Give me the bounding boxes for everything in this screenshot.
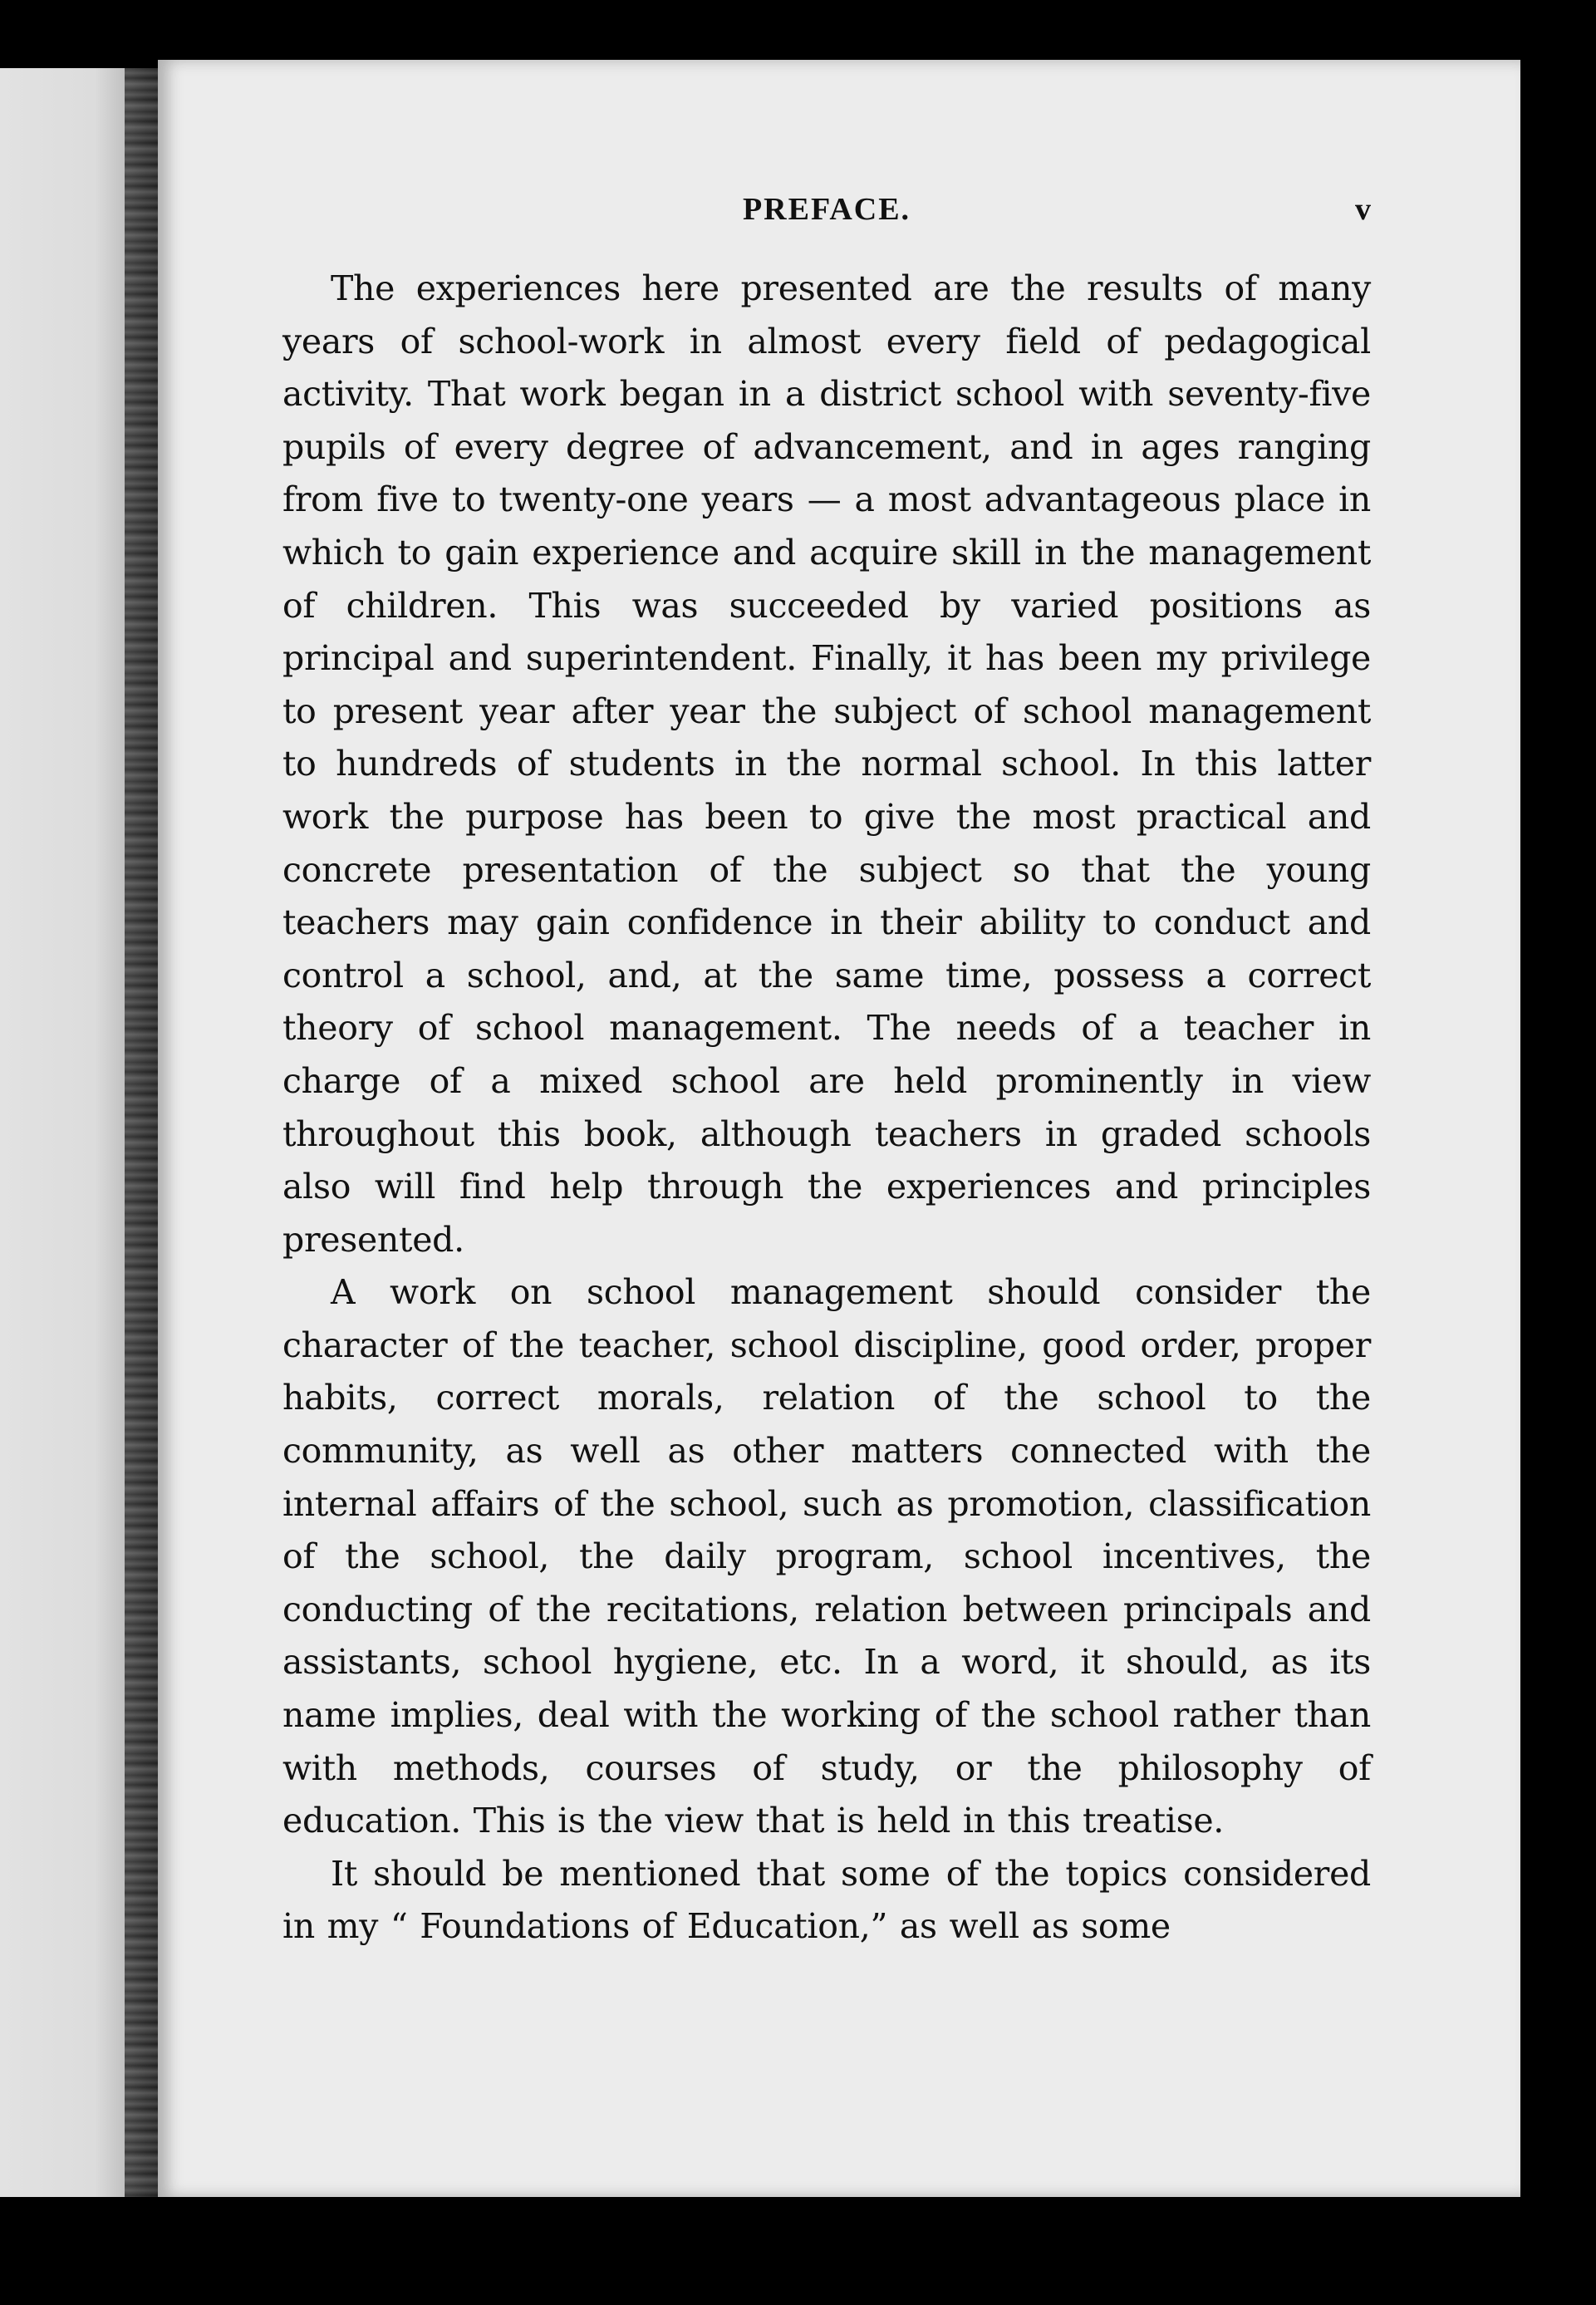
scan-border-right (1520, 60, 1596, 2197)
book-gutter (125, 68, 158, 2197)
paragraph-3: It should be mentioned that some of the topics considered in my “ Foundations of Education,” as well as some (282, 1853, 1371, 1947)
running-head (282, 191, 1371, 241)
body-text (282, 263, 1371, 1954)
book-page (158, 60, 1520, 2197)
page-number: v (1355, 192, 1371, 227)
running-title: PREFACE. (742, 192, 911, 227)
paragraph-2: A work on school management should consider the character of the teacher, school discipline, good order, proper habits, correct morals, relation of the school to the community, as well as other matters connected with the internal affairs of the school, such as promotion, classification of the school, the daily program, school incentives, the conducting of the recitations, relation between principals and assistants, school hygiene, etc. In a word, it should, as its name implies, deal with the working of the school rather than with methods, courses of study, or the philosophy of education. This is the view that is held in this treatise. (282, 1272, 1371, 1841)
page-content (282, 191, 1371, 1954)
paragraph-1: The experiences here presented are the results of many years of school-work in almost every field of pedagogical activity. That work began in a district school with seventy-five pupils of every degree of advancement, and in ages ranging from five to twenty-one years — a most advantageous place in which to gain experience and acquire skill in the management of children. This was succeeded by varied positions as principal and superintendent. Finally, it has been my privilege to present year after year the subject of school management to hundreds of students in the normal school. In this latter work the purpose has been to give the most practical and concrete presentation of the subject so that the young teachers may gain confidence in their ability to conduct and control a school, and, at the same time, possess a correct theory of school management. The needs of a teacher in charge of a mixed school are held prominently in view throughout this book, although teachers in graded schools also will find help through the experiences and principles presented. (282, 268, 1371, 1260)
